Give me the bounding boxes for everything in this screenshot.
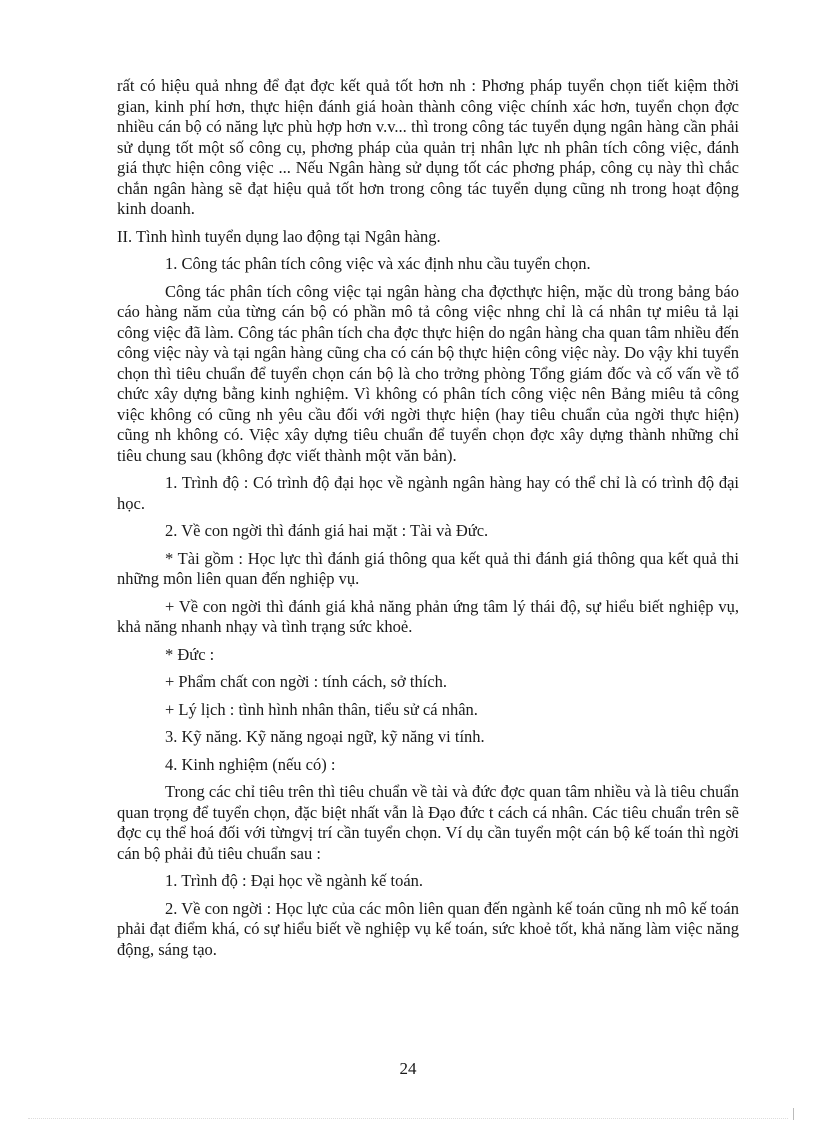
page-bottom-border xyxy=(28,1118,788,1119)
criterion-person: 2. Về con ngời thì đánh giá hai mặt : Tài và Đức. xyxy=(165,521,489,540)
example-person: 2. Về con ngời : Học lực của các môn liên quan đến ngành kế toán cũng nh mô kế toán phải đạt điểm khá, có sự hiểu biết về nghiệp vụ kế toán, sức khoẻ tốt, khả năng làm việc năng động, sáng tạo. xyxy=(117,898,739,959)
criterion-education: 1. Trình độ : Có trình độ đại học về ngành ngân hàng hay có thể chỉ là có trình độ đại học. xyxy=(117,473,739,513)
example-education: 1. Trình độ : Đại học về ngành kế toán. xyxy=(165,871,424,890)
paragraph-job-analysis: Công tác phân tích công việc tại ngân hàng cha đợcthực hiện, mặc dù trong bảng báo cáo hàng năm của từng cán bộ có phần mô tả công việc nhng chỉ là cá nhân tự miêu tả lại công việc đã làm. Công tác phân tích cha đợc thực hiện do ngân hàng cha quan tâm nhiều đến công việc này và tại ngân hàng cũng cha có cán bộ thực hiện công việc này. Do vậy khi tuyển chọn thì tiêu chuẩn để tuyển chọn cán bộ là cho trởng phòng Tổng giám đốc và cố vấn về tổ chức xây dựng bằng kinh nghiệm. Vì không có phân tích công việc nên Bảng miêu tả công việc không có cũng nh yêu cầu đối với ngời thực hiện (hay tiêu chuẩn của ngời thực hiện) cũng nh không có. Việc xây dựng tiêu chuẩn để tuyển chọn đợc xây dựng thành những chỉ tiêu chung sau (không đợc viết thành một văn bản). xyxy=(117,281,739,465)
document-body xyxy=(117,76,739,960)
paragraph-intro-continuation: rất có hiệu quả nhng để đạt đợc kết quả tốt hơn nh : Phơng pháp tuyển chọn tiết kiệm thời gian, kinh phí hơn, thực hiện đánh giá hoàn thành công việc chính xác hơn, tuyển chọn đợc nhiều cán bộ có năng lực phù hợp hơn v.v... thì trong công tác tuyển dụng ngân hàng cần phải sử dụng tốt một số công cụ, phơng pháp của quản trị nhân lực nh phân tích công việc, đánh giá thực hiện công việc ... Nếu Ngân hàng sử dụng tốt các phơng pháp, công cụ này thì chắc chắn ngân hàng sẽ đạt hiệu quả tốt hơn trong công tác tuyển dụng cũng nh trong hoạt động kinh doanh. xyxy=(117,76,739,218)
paragraph-criteria-summary: Trong các chỉ tiêu trên thì tiêu chuẩn về tài và đức đợc quan tâm nhiều và là tiêu chuẩn quan trọng để tuyển chọn, đặc biệt nhất vẫn là Đạo đức t cách cá nhân. Các tiêu chuẩn trên sẽ đợc cụ thể hoá đối với từngvị trí cần tuyển chọn. Ví dụ cần tuyển một cán bộ kế toán thì ngời cán bộ phải đủ tiêu chuẩn sau : xyxy=(117,782,739,863)
criterion-virtue-quality: + Phẩm chất con ngời : tính cách, sở thích. xyxy=(165,672,447,691)
criterion-virtue-background: + Lý lịch : tình hình nhân thân, tiểu sử cá nhân. xyxy=(165,699,478,719)
section-heading-ii: II. Tình hình tuyển dụng lao động tại Ngân hàng. xyxy=(117,226,441,246)
criterion-virtue: * Đức : xyxy=(165,644,215,664)
criterion-skills: 3. Kỹ năng. Kỹ năng ngoại ngữ, kỹ năng vi tính. xyxy=(165,727,485,746)
subheading-job-analysis: 1. Công tác phân tích công việc và xác định nhu cầu tuyển chọn. xyxy=(165,254,591,273)
criterion-experience: 4. Kinh nghiệm (nếu có) : xyxy=(165,754,336,774)
page-number: 24 xyxy=(399,1059,417,1078)
criterion-talent: * Tài gồm : Học lực thì đánh giá thông qua kết quả thi đánh giá thông qua kết quả thi những môn liên quan đến nghiệp vụ. xyxy=(117,548,739,588)
criterion-talent-person: + Về con ngời thì đánh giá khả năng phản ứng tâm lý thái độ, sự hiểu biết nghiệp vụ, khả năng nhanh nhạy và tình trạng sức khoẻ. xyxy=(117,596,739,636)
page-corner-mark xyxy=(793,1108,794,1120)
